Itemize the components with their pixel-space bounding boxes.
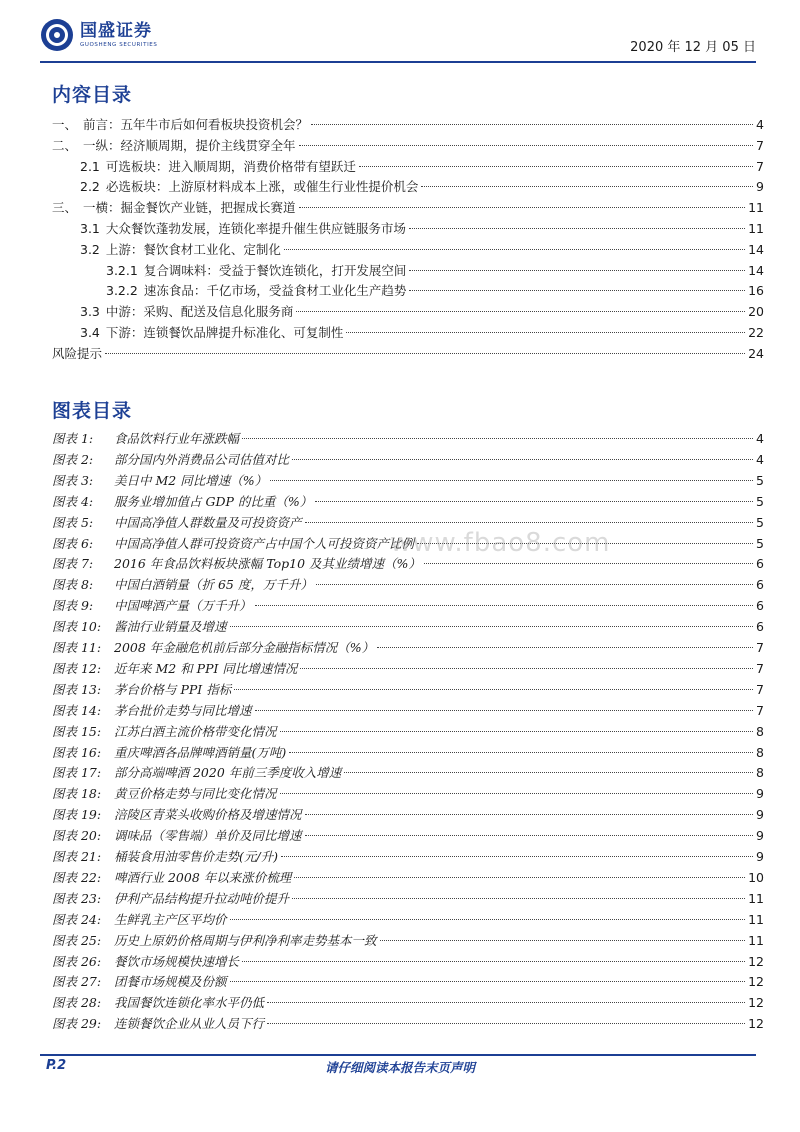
figure-entry-page: 6 — [756, 619, 764, 635]
toc-entry-number: 3.3 — [80, 304, 100, 320]
figure-entry[interactable] — [52, 805, 764, 825]
figure-entry-text: 茅台价格与 PPI 指标 — [114, 681, 232, 697]
figure-entry-text: 近年来 M2 和 PPI 同比增速情况 — [114, 660, 298, 676]
figure-entry-page: 6 — [756, 598, 764, 614]
figure-entry-text: 桶装食用油零售价走势(元/升) — [114, 849, 278, 864]
figure-entry-page: 9 — [756, 786, 764, 802]
figure-entry-page: 7 — [756, 640, 764, 655]
figure-entry-label: 图表 20: — [52, 828, 102, 844]
figure-entry-text: 美日中 M2 同比增速（%） — [114, 472, 268, 488]
figure-entry-text: 中国高净值人群数量及可投资资产 — [114, 514, 302, 530]
figure-entry-label: 图表 13: — [52, 681, 102, 697]
figure-leader-dots — [292, 898, 745, 899]
figure-entry[interactable] — [52, 993, 764, 1013]
toc-leader-dots — [409, 228, 745, 229]
figure-entry-page: 9 — [756, 828, 764, 844]
toc-leader-dots — [299, 207, 746, 208]
figure-entry[interactable] — [52, 680, 764, 700]
figure-entry-text: 团餐市场规模及份额 — [114, 974, 227, 990]
toc-entry-page: 16 — [748, 283, 764, 299]
toc-entry-text: 大众餐饮蓬勃发展，连锁化率提升催生供应链服务市场 — [105, 221, 406, 236]
figure-leader-dots — [230, 626, 754, 627]
figure-entry-label: 图表 1: — [52, 431, 94, 446]
toc-entry[interactable] — [52, 115, 764, 135]
figure-entry-text: 食品饮料行业年涨跌幅 — [114, 431, 240, 446]
figure-entry-page: 7 — [756, 660, 764, 676]
figure-entry-label: 图表 14: — [52, 702, 102, 718]
figure-entry-label: 图表 21: — [52, 849, 102, 864]
figure-entry-label: 图表 27: — [52, 974, 102, 990]
toc-entry-page: 14 — [748, 241, 764, 257]
toc-entry-page: 7 — [756, 137, 764, 153]
toc-entry-text: 一纵：经济顺周期，提价主线贯穿全年 — [83, 137, 296, 153]
figure-leader-dots — [377, 647, 753, 648]
figure-entry-label: 图表 4: — [52, 493, 94, 509]
figure-leader-dots — [267, 1023, 745, 1024]
toc-entry[interactable] — [80, 219, 764, 239]
figure-leader-dots — [255, 710, 754, 711]
toc-leader-dots — [409, 290, 745, 291]
figure-entry-text: 2008 年金融危机前后部分金融指标情况（%） — [114, 640, 375, 655]
figure-entry-label: 图表 8: — [52, 577, 94, 593]
toc-entry[interactable] — [80, 240, 764, 260]
figure-entry-page: 5 — [756, 472, 764, 488]
footer-page-number: P.2 — [46, 1058, 67, 1073]
figure-entry[interactable] — [52, 659, 764, 679]
figure-entry-label: 图表 24: — [52, 911, 102, 927]
figure-entry-label: 图表 12: — [52, 660, 102, 676]
page-header — [40, 18, 756, 58]
toc-leader-dots — [105, 353, 745, 354]
figure-leader-dots — [230, 919, 746, 920]
figure-entry-page: 8 — [756, 744, 764, 760]
figure-entry-page: 7 — [756, 681, 764, 697]
figure-entry-text: 啤酒行业 2008 年以来涨价梳理 — [114, 869, 292, 885]
figure-entry-page: 11 — [748, 911, 764, 927]
toc-entry[interactable] — [80, 177, 764, 197]
figure-entry[interactable] — [52, 889, 764, 909]
toc-leader-dots — [359, 166, 753, 167]
figure-entry[interactable] — [52, 826, 764, 846]
toc-entry-page: 11 — [748, 200, 764, 216]
toc-entry[interactable] — [106, 281, 764, 301]
figure-entry[interactable] — [52, 492, 764, 512]
figure-entry-text: 重庆啤酒各品牌啤酒销量(万吨) — [114, 744, 287, 760]
toc-entry[interactable] — [52, 136, 764, 156]
toc-entry[interactable] — [80, 302, 764, 322]
figure-entry-page: 9 — [756, 849, 764, 864]
figure-entry-text: 调味品（零售端）单价及同比增速 — [114, 828, 302, 844]
figure-entry-page: 6 — [756, 577, 764, 593]
toc-entry[interactable] — [80, 157, 764, 177]
toc-entry-number: 3.2 — [80, 241, 100, 257]
figure-entry-text: 中国白酒销量（折 65 度，万千升） — [114, 577, 313, 593]
toc-entry-text: 中游：采购、配送及信息化服务商 — [105, 304, 294, 320]
toc-entry-number: 3.1 — [80, 221, 100, 236]
figure-leader-dots — [242, 961, 745, 962]
toc-entry[interactable] — [52, 198, 764, 218]
figure-entry[interactable] — [52, 972, 764, 992]
figure-leader-dots — [270, 480, 753, 481]
figure-entry[interactable] — [52, 743, 764, 763]
logo-chinese-name: 国盛证券 — [80, 21, 152, 41]
header-divider — [40, 61, 756, 63]
figure-leader-dots — [300, 668, 753, 669]
toc-entry[interactable] — [80, 323, 764, 343]
figure-entry-page: 10 — [748, 869, 764, 885]
figure-entry-text: 酱油行业销量及增速 — [114, 619, 227, 635]
figure-entry-label: 图表 6: — [52, 535, 94, 551]
figure-leader-dots — [234, 689, 753, 690]
watermark: www.fbao8.com — [390, 528, 611, 558]
figure-entry[interactable] — [52, 868, 764, 888]
figure-entry[interactable] — [52, 847, 764, 867]
toc-entry-number: 2.1 — [80, 158, 100, 174]
figure-entry[interactable] — [52, 1014, 764, 1034]
toc-entry-page: 14 — [748, 262, 764, 278]
figure-leader-dots — [255, 605, 754, 606]
figure-entry-page: 11 — [748, 932, 764, 948]
figure-entry-label: 图表 22: — [52, 869, 102, 885]
figure-entry-label: 图表 29: — [52, 1016, 102, 1032]
figure-entry-text: 中国啤酒产量（万千升） — [114, 598, 252, 614]
figure-leader-dots — [380, 940, 746, 941]
figure-entry[interactable] — [52, 763, 764, 783]
figure-leader-dots — [315, 501, 753, 502]
figures-title: 图表目录 — [52, 400, 133, 422]
toc-leader-dots — [311, 124, 753, 125]
toc-title: 内容目录 — [52, 84, 133, 106]
toc-leader-dots — [346, 332, 745, 333]
figure-entry[interactable] — [52, 638, 764, 658]
figure-entry-label: 图表 26: — [52, 953, 102, 969]
figure-entry-label: 图表 23: — [52, 890, 102, 906]
figure-entry-text: 餐饮市场规模快速增长 — [114, 953, 240, 969]
figure-entry-text: 服务业增加值占 GDP 的比重（%） — [114, 493, 313, 509]
toc-entry-text: 下游：连锁餐饮品牌提升标准化、可复制性 — [105, 325, 344, 340]
figure-entry-text: 中国高净值人群可投资资产占中国个人可投资资产比例 — [114, 535, 415, 551]
figure-entry-label: 图表 10: — [52, 619, 102, 635]
guosheng-logo-icon — [40, 18, 74, 52]
figure-leader-dots — [316, 584, 753, 585]
toc-entry-page: 20 — [748, 304, 764, 320]
figure-entry-page: 11 — [748, 890, 764, 906]
figure-entry-page: 9 — [756, 807, 764, 823]
figure-entry[interactable] — [52, 450, 764, 470]
figure-entry[interactable] — [52, 617, 764, 637]
figure-entry-page: 5 — [756, 514, 764, 530]
figure-leader-dots — [305, 814, 754, 815]
toc-leader-dots — [284, 249, 745, 250]
toc-entry-page: 22 — [748, 325, 764, 340]
company-logo — [40, 18, 157, 52]
toc-entry-text: 可选板块：进入顺周期，消费价格带有望跃迁 — [105, 158, 356, 174]
figure-leader-dots — [230, 981, 746, 982]
figure-entry[interactable] — [52, 910, 764, 930]
report-date: 2020 年 12 月 05 日 — [630, 40, 756, 55]
toc-entry-page: 24 — [748, 345, 764, 361]
figure-entry-page: 6 — [756, 556, 764, 572]
toc-entry-text: 风险提示 — [52, 345, 103, 361]
figure-leader-dots — [305, 522, 754, 523]
toc-leader-dots — [421, 186, 753, 187]
figure-entry-text: 江苏白酒主流价格带变化情况 — [114, 723, 277, 739]
figure-entry-text: 部分国内外消费品公司估值对比 — [114, 451, 290, 467]
figure-entry-text: 我国餐饮连锁化率水平仍低 — [114, 995, 265, 1011]
figure-entry-page: 5 — [756, 535, 764, 551]
toc-entry-number: 二、 — [52, 137, 78, 153]
figure-entry-label: 图表 2: — [52, 451, 94, 467]
figure-entry-label: 图表 18: — [52, 786, 102, 802]
figure-leader-dots — [267, 1002, 745, 1003]
toc-leader-dots — [299, 145, 754, 146]
figure-entry[interactable] — [52, 722, 764, 742]
figure-leader-dots — [242, 438, 753, 439]
figure-entry-page: 8 — [756, 765, 764, 781]
figure-entry-text: 茅台批价走势与同比增速 — [114, 702, 252, 718]
figure-entry-label: 图表 19: — [52, 807, 102, 823]
figure-leader-dots — [294, 877, 745, 878]
figure-entry-text: 涪陵区青菜头收购价格及增速情况 — [114, 807, 302, 823]
figure-entry[interactable] — [52, 931, 764, 951]
figure-entry-text: 生鲜乳主产区平均价 — [114, 911, 227, 927]
figure-entry-page: 8 — [756, 723, 764, 739]
figure-entry[interactable] — [52, 952, 764, 972]
figure-entry[interactable] — [52, 429, 764, 449]
toc-entry-page: 7 — [756, 158, 764, 174]
figure-entry-text: 黄豆价格走势与同比变化情况 — [114, 786, 277, 802]
toc-entry[interactable] — [106, 261, 764, 281]
figure-entry-page: 12 — [748, 995, 764, 1011]
figure-leader-dots — [289, 752, 753, 753]
figure-entry-label: 图表 9: — [52, 598, 94, 614]
toc-entry-text: 前言：五年牛市后如何看板块投资机会？ — [83, 117, 309, 132]
figure-entry-label: 图表 28: — [52, 995, 102, 1011]
toc-entry-number: 一、 — [52, 117, 78, 132]
figure-leader-dots — [344, 772, 753, 773]
toc-entry-number: 3.2.1 — [106, 262, 138, 278]
figure-entry-label: 图表 5: — [52, 514, 94, 530]
figure-entry-page: 7 — [756, 702, 764, 718]
figure-entry[interactable] — [52, 784, 764, 804]
figure-entry-text: 历史上原奶价格周期与伊利净利率走势基本一致 — [114, 932, 377, 948]
footer-divider — [40, 1054, 756, 1056]
toc-entry-page: 11 — [748, 221, 764, 236]
figure-entry-page: 4 — [756, 451, 764, 467]
toc-entry-text: 速冻食品：千亿市场，受益食材工业化生产趋势 — [143, 283, 407, 299]
toc-entry-text: 一横：掘金餐饮产业链，把握成长赛道 — [83, 200, 296, 216]
figure-entry-label: 图表 17: — [52, 765, 102, 781]
figure-entry-label: 图表 16: — [52, 744, 102, 760]
footer-disclaimer-note: 请仔细阅读本报告末页声明 — [324, 1060, 475, 1075]
figure-entry-text: 部分高端啤酒 2020 年前三季度收入增速 — [114, 765, 342, 781]
toc-entry-number: 3.4 — [80, 325, 100, 340]
figure-entry-page: 5 — [756, 493, 764, 509]
toc-entry-page: 9 — [756, 179, 764, 195]
toc-entry-text: 上游：餐饮食材工业化、定制化 — [105, 241, 281, 257]
figure-entry-label: 图表 11: — [52, 640, 102, 655]
figure-leader-dots — [280, 731, 754, 732]
figure-entry-text: 连锁餐饮企业从业人员下行 — [114, 1016, 265, 1032]
figure-leader-dots — [281, 856, 753, 857]
toc-entry-page: 4 — [756, 117, 764, 132]
figure-entry-label: 图表 15: — [52, 723, 102, 739]
figure-entry-page: 12 — [748, 974, 764, 990]
figure-entry-label: 图表 25: — [52, 932, 102, 948]
figure-entry[interactable] — [52, 575, 764, 595]
figure-entry-page: 12 — [748, 1016, 764, 1032]
toc-leader-dots — [409, 270, 745, 271]
toc-leader-dots — [296, 311, 745, 312]
figure-entry-page: 12 — [748, 953, 764, 969]
toc-entry-number: 3.2.2 — [106, 283, 138, 299]
toc-entry[interactable] — [52, 344, 764, 364]
toc-entry-text: 复合调味料：受益于餐饮连锁化，打开发展空间 — [143, 262, 407, 278]
figure-leader-dots — [292, 459, 753, 460]
figure-entry-page: 4 — [756, 431, 764, 446]
toc-entry-number: 三、 — [52, 200, 78, 216]
figure-leader-dots — [280, 793, 754, 794]
logo-english-name: GUOSHENG SECURITIES — [80, 42, 158, 48]
figure-entry-text: 2016 年食品饮料板块涨幅 Top10 及其业绩增速（%） — [114, 556, 421, 572]
figure-leader-dots — [305, 835, 754, 836]
figure-leader-dots — [424, 563, 753, 564]
figure-entry[interactable] — [52, 471, 764, 491]
figure-entry-label: 图表 3: — [52, 472, 94, 488]
toc-entry-text: 必选板块：上游原材料成本上涨，或催生行业性提价机会 — [105, 179, 419, 195]
figure-entry[interactable] — [52, 701, 764, 721]
figure-entry[interactable] — [52, 596, 764, 616]
toc-entry-number: 2.2 — [80, 179, 100, 195]
figure-entry-label: 图表 7: — [52, 556, 94, 572]
figure-entry-text: 伊利产品结构提升拉动吨价提升 — [114, 890, 290, 906]
